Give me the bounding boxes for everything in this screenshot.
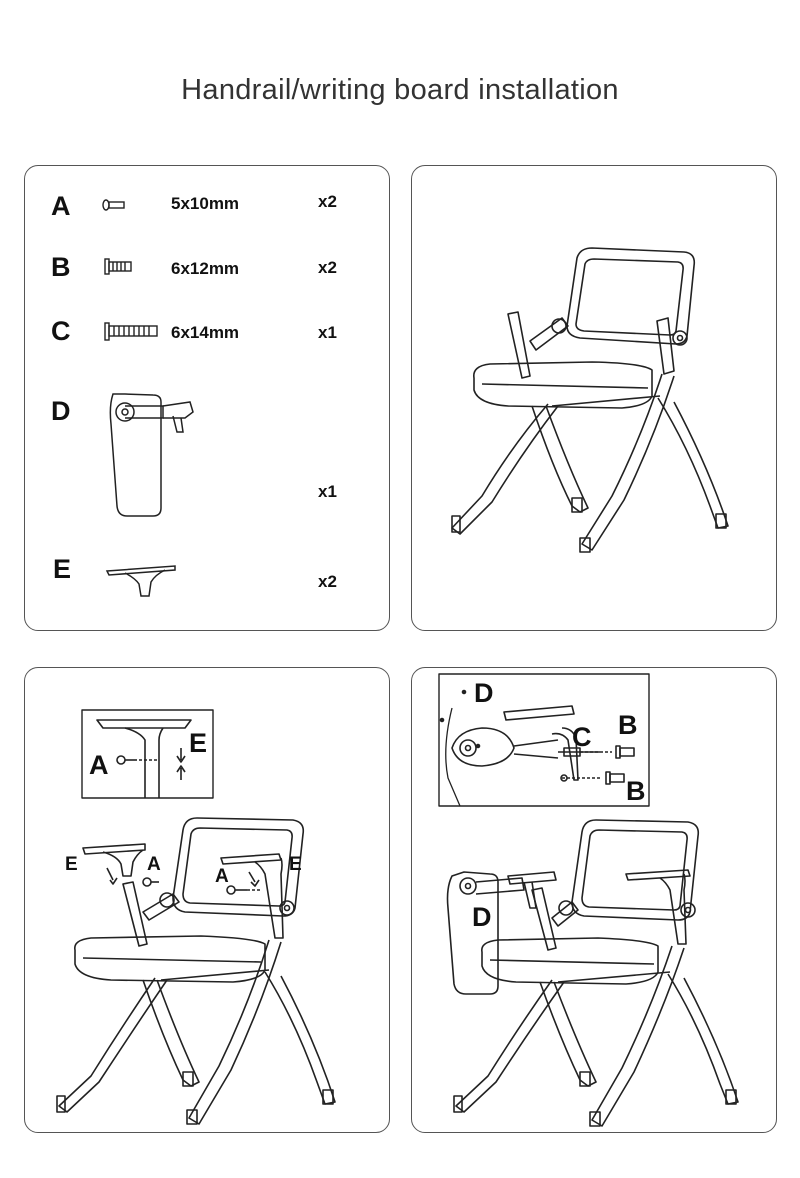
- small-screw-icon: [103, 200, 124, 210]
- inset-label-c: C: [572, 722, 592, 752]
- page-title: Handrail/writing board installation: [181, 74, 619, 106]
- writing-board-install-illustration: [412, 668, 778, 1134]
- part-d-letter: D: [51, 396, 71, 426]
- armrest-icon: [107, 566, 175, 596]
- left-screw-label-a: A: [147, 854, 161, 875]
- part-d-qty: x1: [318, 482, 337, 501]
- right-armrest-label-e: E: [289, 854, 302, 875]
- part-a-size: 5x10mm: [171, 194, 240, 213]
- inset-label-e: E: [189, 728, 208, 758]
- inset-label-d: D: [474, 678, 494, 708]
- chair-panel: [411, 165, 777, 631]
- part-a-letter: A: [51, 191, 71, 221]
- part-c-size: 6x14mm: [171, 323, 240, 342]
- part-c-qty: x1: [318, 323, 337, 342]
- inset-label-b-top: B: [618, 710, 638, 740]
- armrest-install-panel: [24, 667, 390, 1133]
- part-c-letter: C: [51, 316, 71, 346]
- inset-label-b-bottom: B: [626, 776, 646, 806]
- left-armrest-label-e: E: [65, 854, 78, 875]
- writing-board-install-panel: [411, 667, 777, 1133]
- long-screw-icon: [105, 323, 157, 340]
- part-e-letter: E: [53, 554, 72, 584]
- part-b-letter: B: [51, 252, 71, 282]
- part-a-qty: x2: [318, 192, 337, 211]
- board-label-d: D: [472, 902, 492, 932]
- chair-illustration: [412, 166, 778, 632]
- inset-label-a: A: [89, 750, 109, 780]
- medium-screw-icon: [105, 259, 131, 274]
- right-screw-label-a: A: [215, 866, 229, 887]
- armrest-install-illustration: [25, 668, 391, 1134]
- part-e-qty: x2: [318, 572, 337, 591]
- parts-illustrations: [25, 166, 391, 632]
- parts-list-panel: [24, 165, 390, 631]
- part-b-qty: x2: [318, 258, 337, 277]
- writing-board-icon: [110, 394, 193, 516]
- part-b-size: 6x12mm: [171, 259, 240, 278]
